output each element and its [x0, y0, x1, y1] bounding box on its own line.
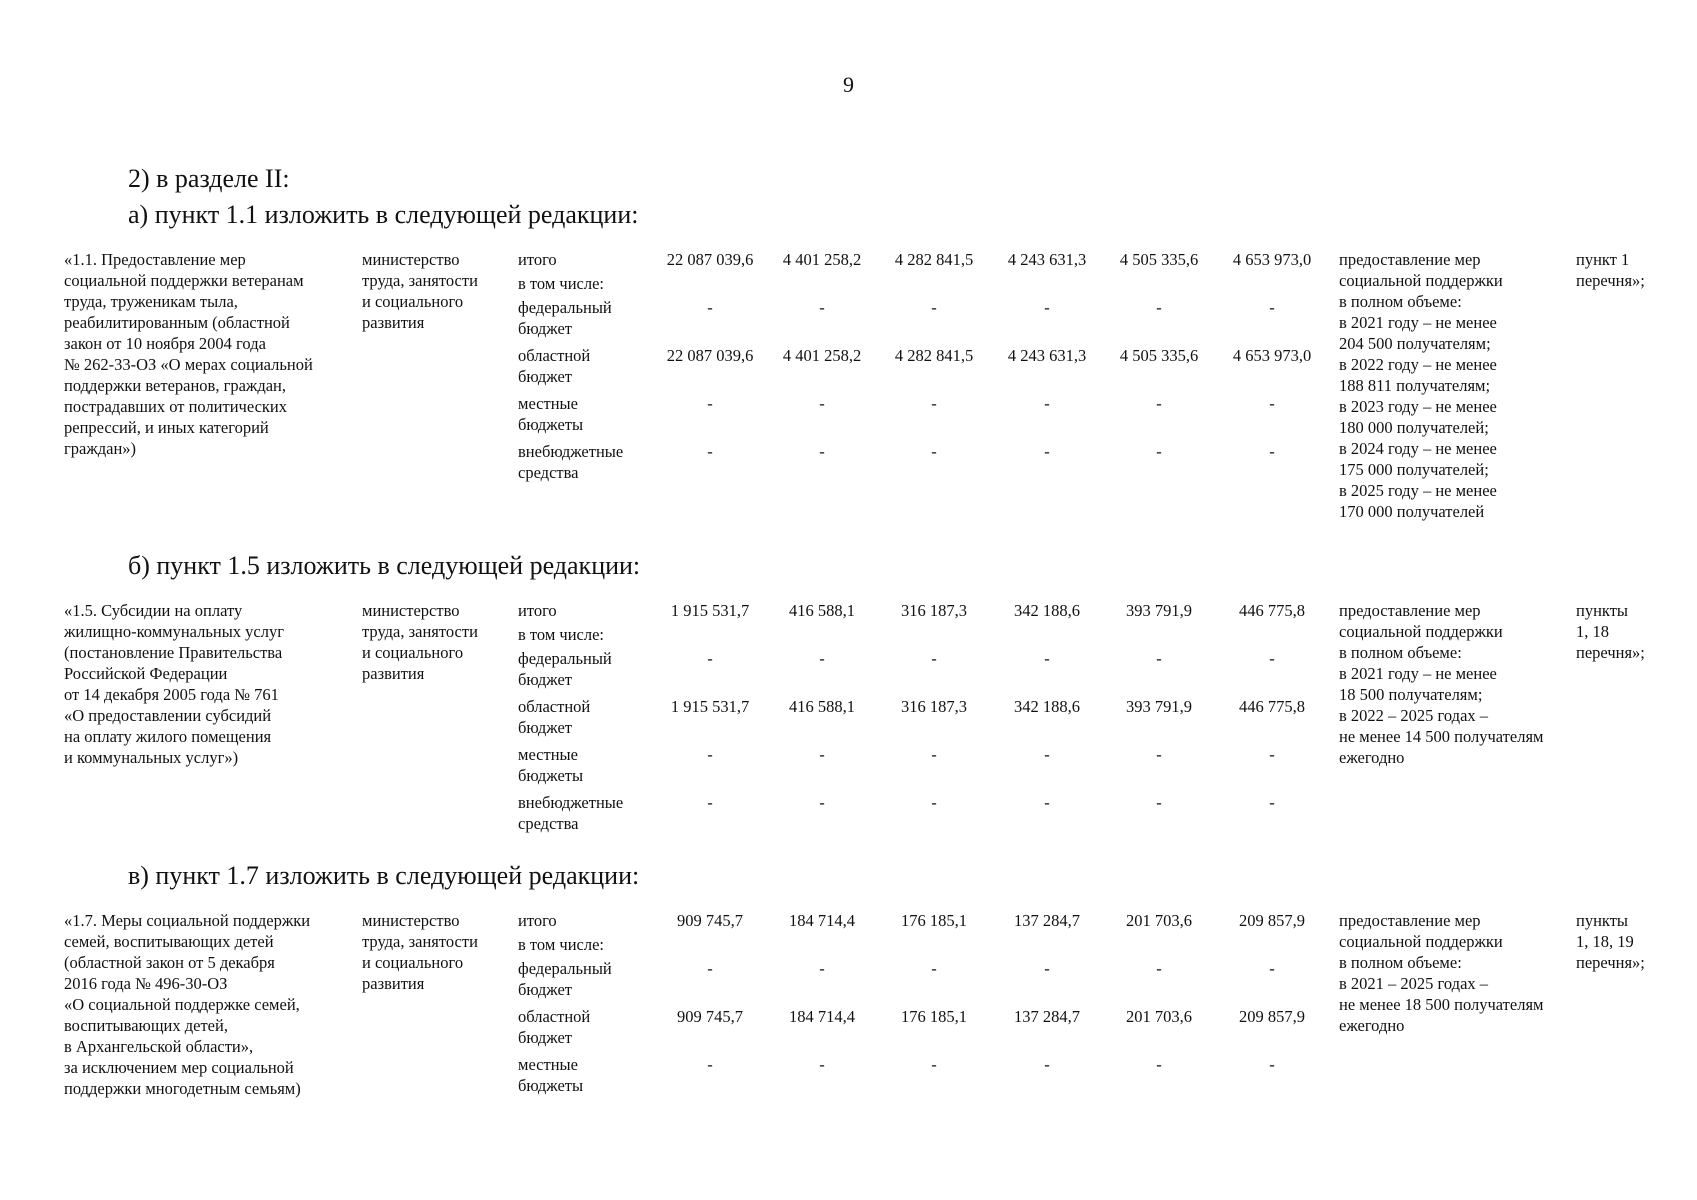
value-cell: 393 791,9	[1126, 601, 1192, 620]
value-cell: 184 714,4	[789, 1007, 855, 1026]
value-cell: 342 188,6	[1014, 601, 1080, 620]
value-cell: 201 703,6	[1126, 1007, 1192, 1026]
source-offbudget-label: внебюджетные средства	[518, 442, 624, 482]
value-cell: -	[707, 442, 713, 461]
value-cell: 416 588,1	[789, 601, 855, 620]
table-block-1-5	[64, 600, 1684, 840]
value-cell: -	[707, 793, 713, 812]
value-cell: -	[931, 649, 937, 668]
value-cell: -	[1044, 442, 1050, 461]
value-cell: -	[707, 745, 713, 764]
values-row-federal	[654, 648, 1394, 690]
value-cell: -	[1156, 442, 1162, 461]
value-cell: -	[1156, 298, 1162, 317]
reference-cell: пункты 1, 18, 19 перечня»;	[1576, 911, 1645, 972]
value-cell: -	[931, 298, 937, 317]
value-cell: -	[707, 1055, 713, 1074]
measure-cell: «1.5. Субсидии на оплату жилищно-коммунальных услуг (постановление Правительства Российской Федерации от 14 декабря 2005 года № 761 «О предоставлении субсидий на оплату жилого помещения и коммунальных услуг»)	[64, 601, 284, 767]
values-row-local	[654, 393, 1394, 435]
source-regional-label: областной бюджет	[518, 1007, 591, 1047]
reference-cell: пункты 1, 18 перечня»;	[1576, 601, 1645, 662]
value-cell: 4 653 973,0	[1232, 346, 1312, 365]
measure-cell: «1.1. Предоставление мер социальной поддержки ветеранам труда, труженикам тыла, реабилитированным (областной закон от 10 ноября 2004 года № 262-33-ОЗ «О мерах социальной поддержки ветеранов, граждан, пострадавших от политических репрессий, и иных категорий граждан»)	[64, 250, 313, 458]
source-federal-label: федеральный бюджет	[518, 298, 612, 338]
value-cell: 342 188,6	[1014, 697, 1080, 716]
source-local-label: местные бюджеты	[518, 1055, 584, 1095]
value-cell: -	[1044, 793, 1050, 812]
value-cell: -	[1269, 745, 1275, 764]
value-cell: 209 857,9	[1239, 911, 1305, 930]
value-cell: -	[819, 959, 825, 978]
values-row-total	[654, 910, 1394, 952]
value-cell: 416 588,1	[789, 697, 855, 716]
result-cell: предоставление мер социальной поддержки в полном объеме: в 2021 году – не менее 18 500 получателям; в 2022 – 2025 годах – не менее 14 500 получателям ежегодно	[1339, 601, 1544, 767]
value-cell: -	[931, 793, 937, 812]
value-cell: -	[1156, 793, 1162, 812]
value-cell: -	[1269, 1055, 1275, 1074]
section-heading: 2) в разделе II:	[128, 164, 290, 193]
page-number: 9	[843, 72, 854, 97]
table-block-1-1	[64, 249, 1684, 529]
value-cell: 176 185,1	[901, 911, 967, 930]
value-cell: -	[1044, 298, 1050, 317]
executor-cell: министерство труда, занятости и социального развития	[362, 250, 478, 332]
value-cell: -	[1044, 394, 1050, 413]
value-cell: -	[707, 394, 713, 413]
value-cell: 446 775,8	[1239, 697, 1305, 716]
value-cell: -	[819, 649, 825, 668]
value-cell: -	[1156, 1055, 1162, 1074]
value-cell: -	[819, 394, 825, 413]
value-cell: 1 915 531,7	[670, 697, 750, 716]
value-cell: -	[1156, 745, 1162, 764]
value-cell: -	[707, 959, 713, 978]
values-row-total	[654, 249, 1394, 291]
value-cell: 4 505 335,6	[1119, 346, 1199, 365]
value-cell: 4 401 258,2	[782, 250, 862, 269]
table-block-1-7	[64, 910, 1684, 1110]
value-cell: -	[1156, 394, 1162, 413]
value-cell: 137 284,7	[1014, 911, 1080, 930]
source-offbudget-label: внебюджетные средства	[518, 793, 624, 833]
values-row-local	[654, 744, 1394, 786]
source-including-label: в том числе:	[518, 935, 605, 954]
result-cell: предоставление мер социальной поддержки в полном объеме: в 2021 – 2025 годах – не менее 18 500 получателям ежегодно	[1339, 911, 1544, 1035]
executor-cell: министерство труда, занятости и социального развития	[362, 911, 478, 993]
values-row-total	[654, 600, 1394, 642]
value-cell: 201 703,6	[1126, 911, 1192, 930]
values-row-local	[654, 1054, 1394, 1096]
value-cell: -	[819, 442, 825, 461]
source-local-label: местные бюджеты	[518, 745, 584, 785]
value-cell: 4 282 841,5	[894, 250, 974, 269]
value-cell: -	[819, 1055, 825, 1074]
value-cell: -	[931, 394, 937, 413]
value-cell: -	[819, 298, 825, 317]
value-cell: 909 745,7	[677, 1007, 743, 1026]
value-cell: 316 187,3	[901, 697, 967, 716]
value-cell: -	[1269, 394, 1275, 413]
value-cell: -	[931, 442, 937, 461]
value-cell: -	[1044, 959, 1050, 978]
value-cell: -	[1044, 1055, 1050, 1074]
value-cell: -	[1156, 959, 1162, 978]
value-cell: 4 243 631,3	[1007, 250, 1087, 269]
value-cell: -	[1269, 298, 1275, 317]
source-total-label: итого	[518, 911, 557, 930]
sources-column	[518, 249, 653, 482]
source-regional-label: областной бюджет	[518, 697, 591, 737]
value-cell: 4 401 258,2	[782, 346, 862, 365]
values-row-regional	[654, 696, 1394, 738]
source-federal-label: федеральный бюджет	[518, 959, 612, 999]
measure-cell: «1.7. Меры социальной поддержки семей, воспитывающих детей (областной закон от 5 декабря 2016 года № 496-30-ОЗ «О социальной поддержке семей, воспитывающих детей, в Архангельской области», за исключением мер социальной поддержки многодетным семьям)	[64, 911, 311, 1098]
value-cell: -	[707, 649, 713, 668]
values-row-regional	[654, 1006, 1394, 1048]
value-cell: -	[1044, 745, 1050, 764]
value-cell: -	[931, 959, 937, 978]
executor-cell: министерство труда, занятости и социального развития	[362, 601, 478, 683]
value-cell: 909 745,7	[677, 911, 743, 930]
heading-item-1-5: б) пункт 1.5 изложить в следующей редакции:	[128, 551, 641, 580]
value-cell: -	[1269, 959, 1275, 978]
value-cell: -	[1044, 649, 1050, 668]
value-cell: -	[819, 793, 825, 812]
values-row-offbudget	[654, 792, 1394, 834]
value-cell: -	[931, 1055, 937, 1074]
value-cell: 4 282 841,5	[894, 346, 974, 365]
value-cell: 393 791,9	[1126, 697, 1192, 716]
heading-item-1-1: а) пункт 1.1 изложить в следующей редакции:	[128, 200, 639, 229]
value-cell: -	[931, 745, 937, 764]
value-cell: -	[1269, 442, 1275, 461]
values-row-federal	[654, 958, 1394, 1000]
source-including-label: в том числе:	[518, 274, 605, 293]
value-cell: 209 857,9	[1239, 1007, 1305, 1026]
value-cell: -	[1269, 649, 1275, 668]
value-cell: -	[707, 298, 713, 317]
value-cell: 316 187,3	[901, 601, 967, 620]
value-cell: 4 505 335,6	[1119, 250, 1199, 269]
value-cell: 176 185,1	[901, 1007, 967, 1026]
value-cell: 22 087 039,6	[666, 250, 754, 269]
reference-cell: пункт 1 перечня»;	[1576, 250, 1645, 290]
heading-item-1-7: в) пункт 1.7 изложить в следующей редакции:	[128, 861, 640, 890]
result-cell: предоставление мер социальной поддержки в полном объеме: в 2021 году – не менее 204 500 получателям; в 2022 году – не менее 188 811 получателям; в 2023 году – не менее 180 000 получателей; в 2024 году – не менее 175 000 получателей; в 2025 году – не менее 170 000 получателей	[1339, 250, 1503, 521]
sources-column	[518, 600, 653, 833]
sources-column	[518, 910, 653, 1095]
values-row-federal	[654, 297, 1394, 339]
value-cell: 446 775,8	[1239, 601, 1305, 620]
value-cell: 22 087 039,6	[666, 346, 754, 365]
values-row-regional	[654, 345, 1394, 387]
source-total-label: итого	[518, 250, 557, 269]
value-cell: 1 915 531,7	[670, 601, 750, 620]
value-cell: -	[1269, 793, 1275, 812]
source-regional-label: областной бюджет	[518, 346, 591, 386]
value-cell: 4 653 973,0	[1232, 250, 1312, 269]
value-cell: 184 714,4	[789, 911, 855, 930]
source-including-label: в том числе:	[518, 625, 605, 644]
value-cell: 4 243 631,3	[1007, 346, 1087, 365]
values-row-offbudget	[654, 441, 1394, 483]
value-cell: -	[819, 745, 825, 764]
value-cell: 137 284,7	[1014, 1007, 1080, 1026]
source-local-label: местные бюджеты	[518, 394, 584, 434]
source-federal-label: федеральный бюджет	[518, 649, 612, 689]
source-total-label: итого	[518, 601, 557, 620]
value-cell: -	[1156, 649, 1162, 668]
